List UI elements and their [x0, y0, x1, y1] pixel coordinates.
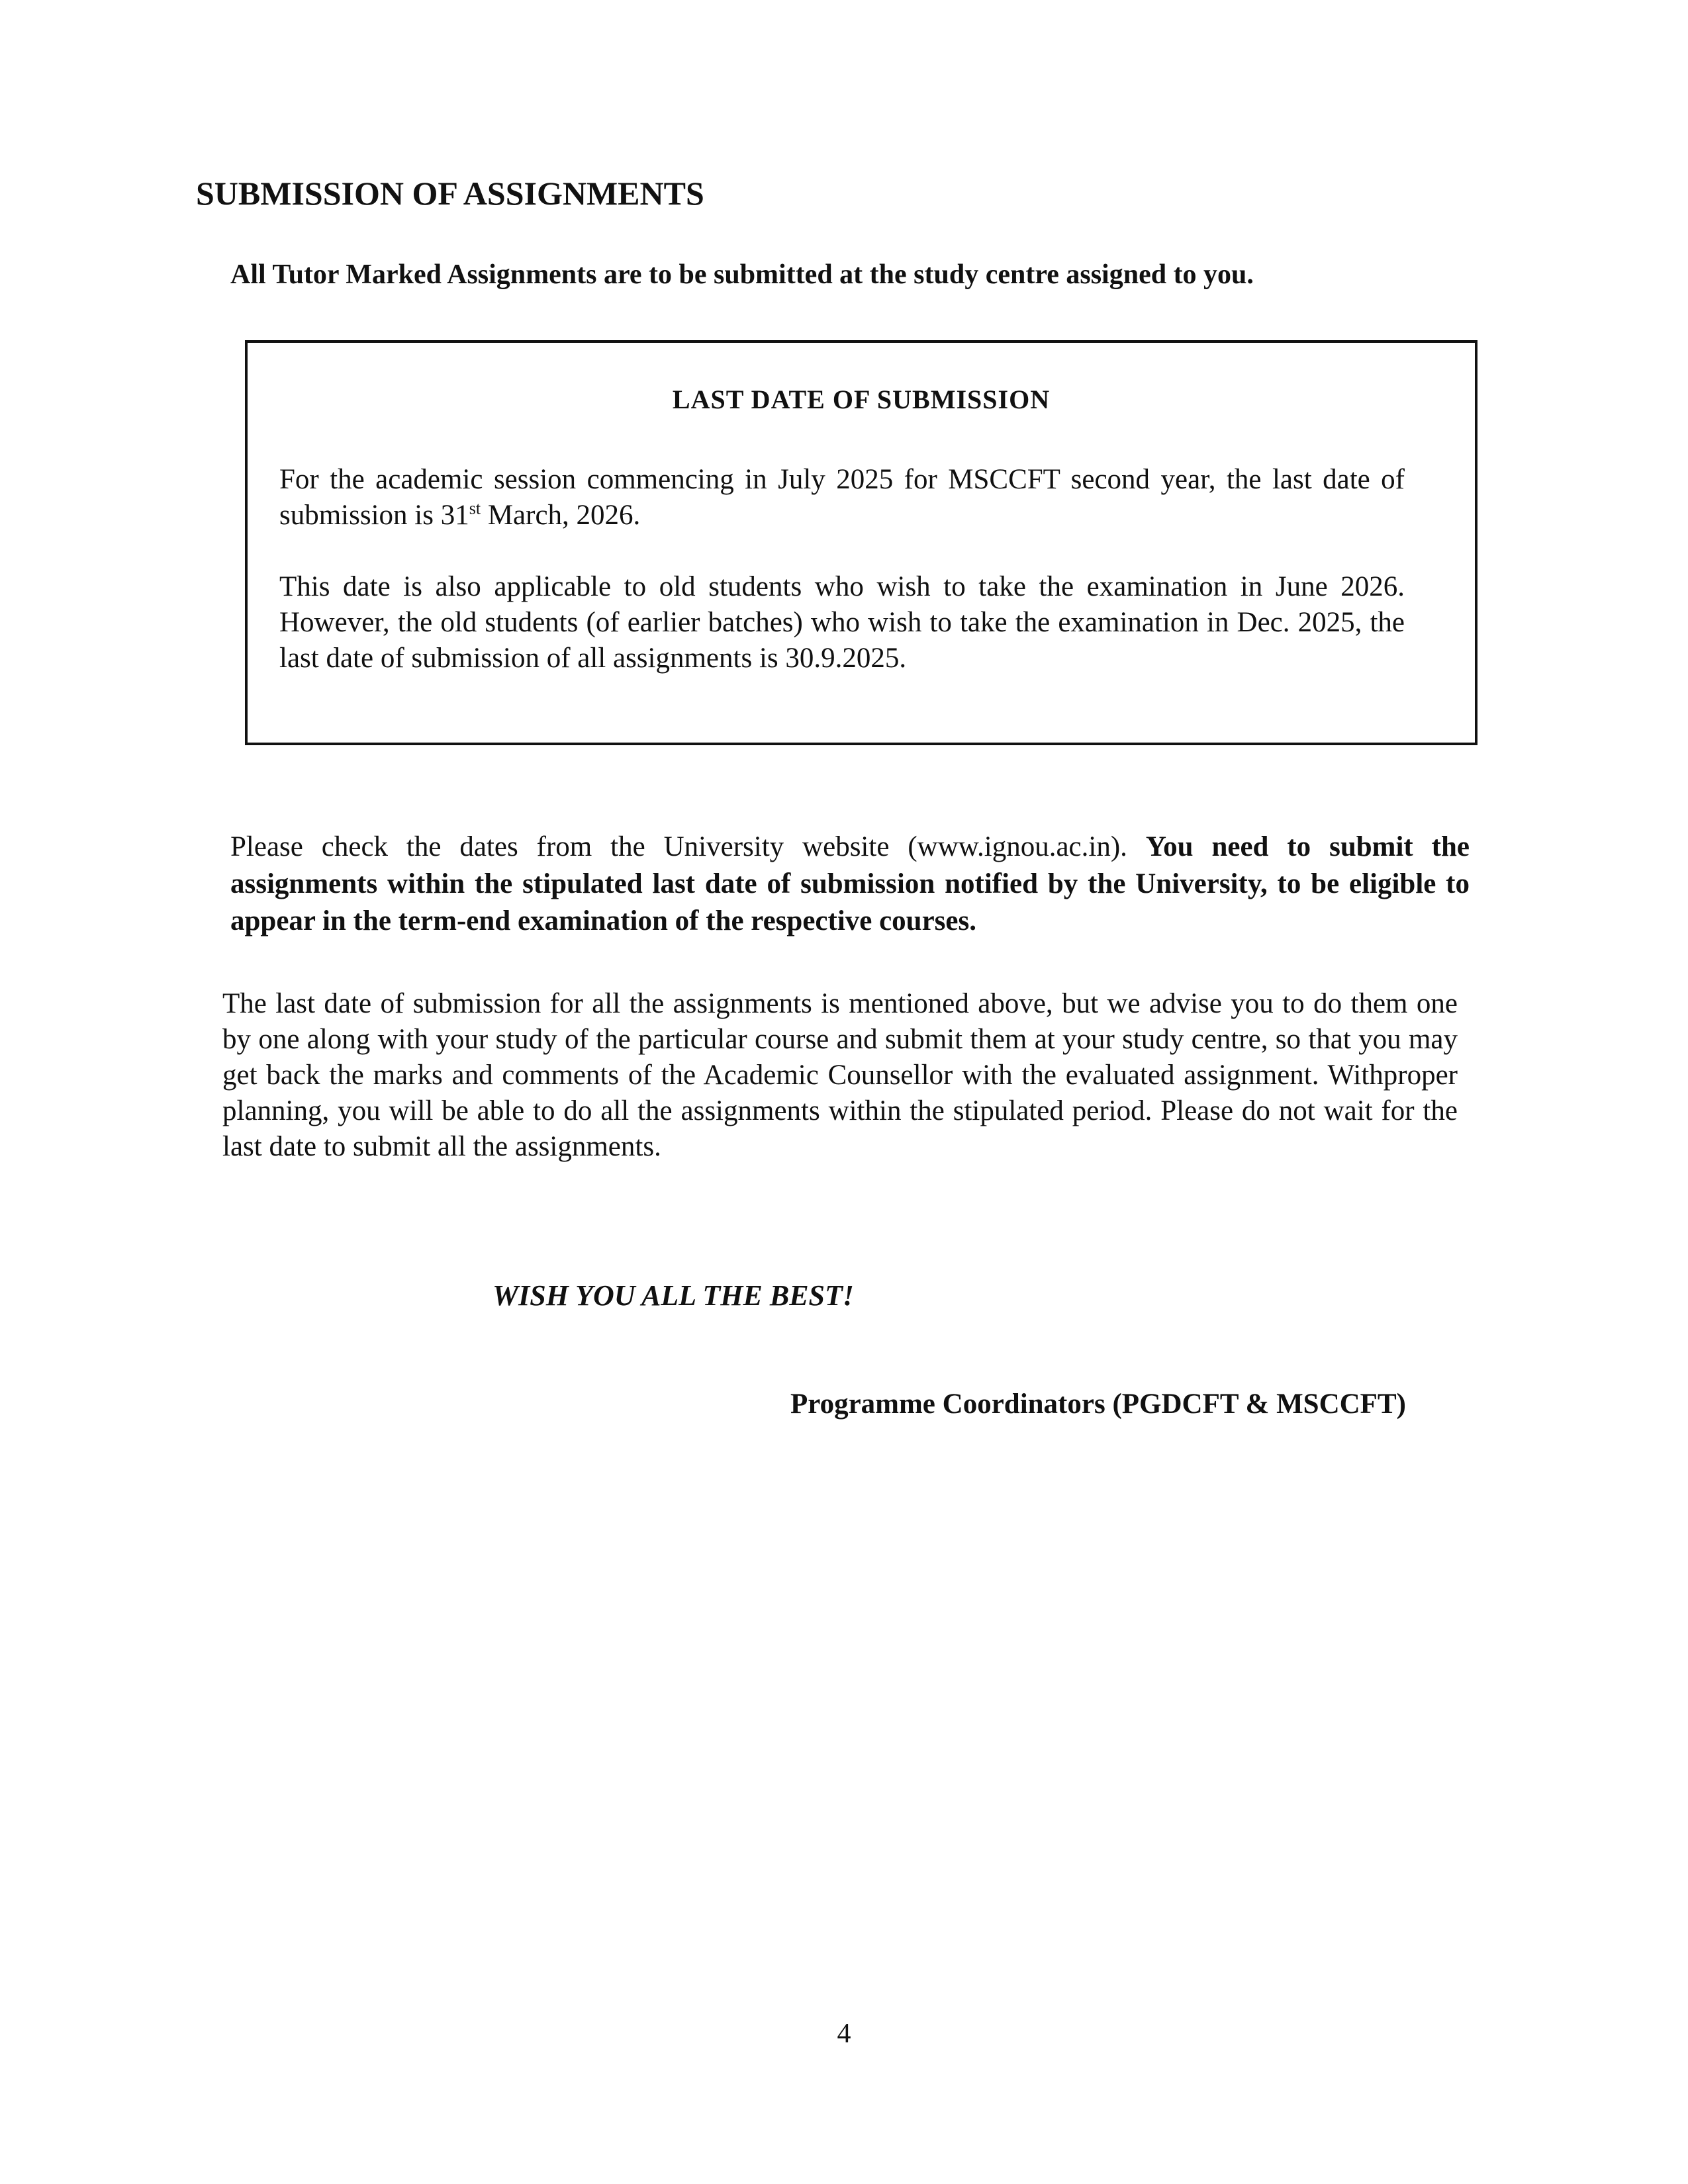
old-students-paragraph: This date is also applicable to old students who wish to take the examination in June 2026. However, the old students (of earlier batches) who wish to take the examination in Dec. 2025, the last date of submission of all assignments is 30.9.2025.	[279, 571, 1405, 674]
closing-wish: WISH YOU ALL THE BEST!	[492, 1279, 855, 1312]
session-deadline-date: March, 2026.	[481, 500, 641, 531]
signature: Programme Coordinators (PGDCFT & MSCCFT)	[790, 1388, 1406, 1420]
page-heading: SUBMISSION OF ASSIGNMENTS	[196, 175, 704, 212]
intro-statement: All Tutor Marked Assignments are to be submitted at the study centre assigned to you.	[230, 259, 1254, 290]
session-deadline-paragraph	[279, 462, 1405, 533]
last-date-box	[245, 340, 1477, 745]
session-deadline-text: For the academic session commencing in July 2025 for MSCCFT second year, the last date of submission is 31	[279, 464, 1405, 531]
check-dates-paragraph	[230, 829, 1470, 940]
page-number: 4	[837, 2019, 851, 2049]
eligibility-notice: You need to submit the assignments within the stipulated last date of submission notified by the University, to be eligible to appear in the term-end examination of the respective courses.	[230, 831, 1470, 936]
last-date-title: LAST DATE OF SUBMISSION	[672, 385, 1051, 414]
check-dates-text: Please check the dates from the University website (www.ignou.ac.in).	[230, 831, 1146, 862]
ordinal-suffix: st	[469, 498, 481, 518]
advice-paragraph: The last date of submission for all the assignments is mentioned above, but we advise you to do them one by one along with your study of the particular course and submit them at your study centre, so that you may get back the marks and comments of the Academic Counsellor with the evaluated assignment. Withproper planning, you will be able to do all the assignments within the stipulated period. Please do not wait for the last date to submit all the assignments.	[222, 988, 1458, 1162]
